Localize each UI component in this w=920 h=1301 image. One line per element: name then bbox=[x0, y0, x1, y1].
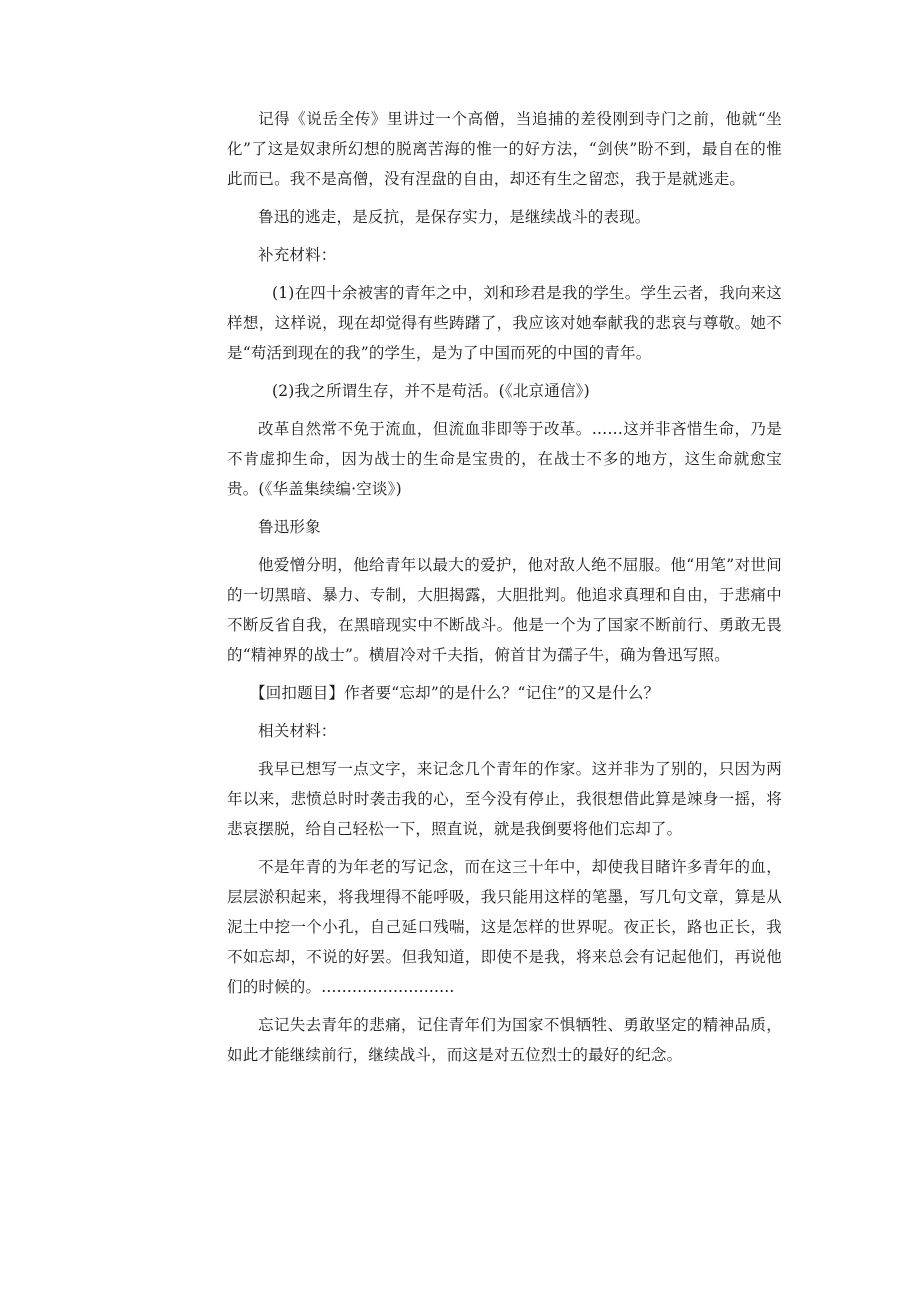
paragraph-related-2: 不是年青的为年老的写记念，而在这三十年中，却使我目睹许多青年的血，层层淤积起来，将我埋得不能呼吸，我只能用这样的笔墨，写几句文章，算是从泥土中挖一个小孔，自己延口残喘，这是怎样的世界呢。夜正长，路也正长，我不如忘却，不说的好罢。但我知道，即使不是我，将来总会有记起他们，再说他们的时候的。.......................... bbox=[227, 858, 782, 996]
document-body bbox=[227, 104, 782, 1078]
paragraph-related-heading: 相关材料： bbox=[258, 722, 337, 740]
paragraph-title-question: 【回扣题目】作者要“忘却”的是什么？“记住”的又是什么？ bbox=[250, 684, 660, 702]
paragraph-monk-story: 记得《说岳全传》里讲过一个高僧，当追捕的差役刚到寺门之前，他就“坐化”了这是奴隶所幻想的脱离苦海的惟一的好方法，“剑侠”盼不到，最自在的惟此而已。我不是高僧，没有涅盘的自由，却还有生之留恋，我于是就逃走。 bbox=[227, 110, 782, 188]
paragraph-escape-meaning: 鲁迅的逃走，是反抗，是保存实力，是继续战斗的表现。 bbox=[258, 208, 651, 226]
paragraph-related-1: 我早已想写一点文字，来记念几个青年的作家。这并非为了别的，只因为两年以来，悲愤总时时袭击我的心，至今没有停止，我很想借此算是竦身一摇，将悲哀摆脱，给自己轻松一下，照直说，就是我倒要将他们忘却了。 bbox=[227, 760, 782, 838]
paragraph-supplement-2: (2)我之所谓生存，并不是苟活。(《北京通信》) bbox=[272, 382, 590, 400]
paragraph-reform-quote: 改革自然常不免于流血，但流血非即等于改革。……这并非吝惜生命，乃是不肯虚抑生命，因为战士的生命是宝贵的，在战士不多的地方，这生命就愈宝贵。(《华盖集续编·空谈》) bbox=[227, 420, 782, 498]
paragraph-supplement-1: (1)在四十余被害的青年之中，刘和珍君是我的学生。学生云者，我向来这样想，这样说，现在却觉得有些踌躇了，我应该对她奉献我的悲哀与尊敬。她不是“苟活到现在的我”的学生，是为了中国而死的中国的青年。 bbox=[227, 284, 782, 362]
paragraph-conclusion: 忘记失去青年的悲痛，记住青年们为国家不惧牺牲、勇敢坚定的精神品质，如此才能继续前行，继续战斗，而这是对五位烈士的最好的纪念。 bbox=[227, 1016, 782, 1064]
paragraph-luxun-image: 他爱憎分明，他给青年以最大的爱护，他对敌人绝不屈服。他“用笔”对世间的一切黑暗、暴力、专制，大胆揭露，大胆批判。他追求真理和自由，于悲痛中不断反省自我，在黑暗现实中不断战斗。他是一个为了国家不断前行、勇敢无畏的“精神界的战士”。横眉冷对千夫指，俯首甘为孺子牛，确为鲁迅写照。 bbox=[227, 556, 782, 664]
paragraph-supplement-heading: 补充材料： bbox=[258, 246, 337, 264]
paragraph-luxun-image-heading: 鲁迅形象 bbox=[258, 518, 321, 536]
